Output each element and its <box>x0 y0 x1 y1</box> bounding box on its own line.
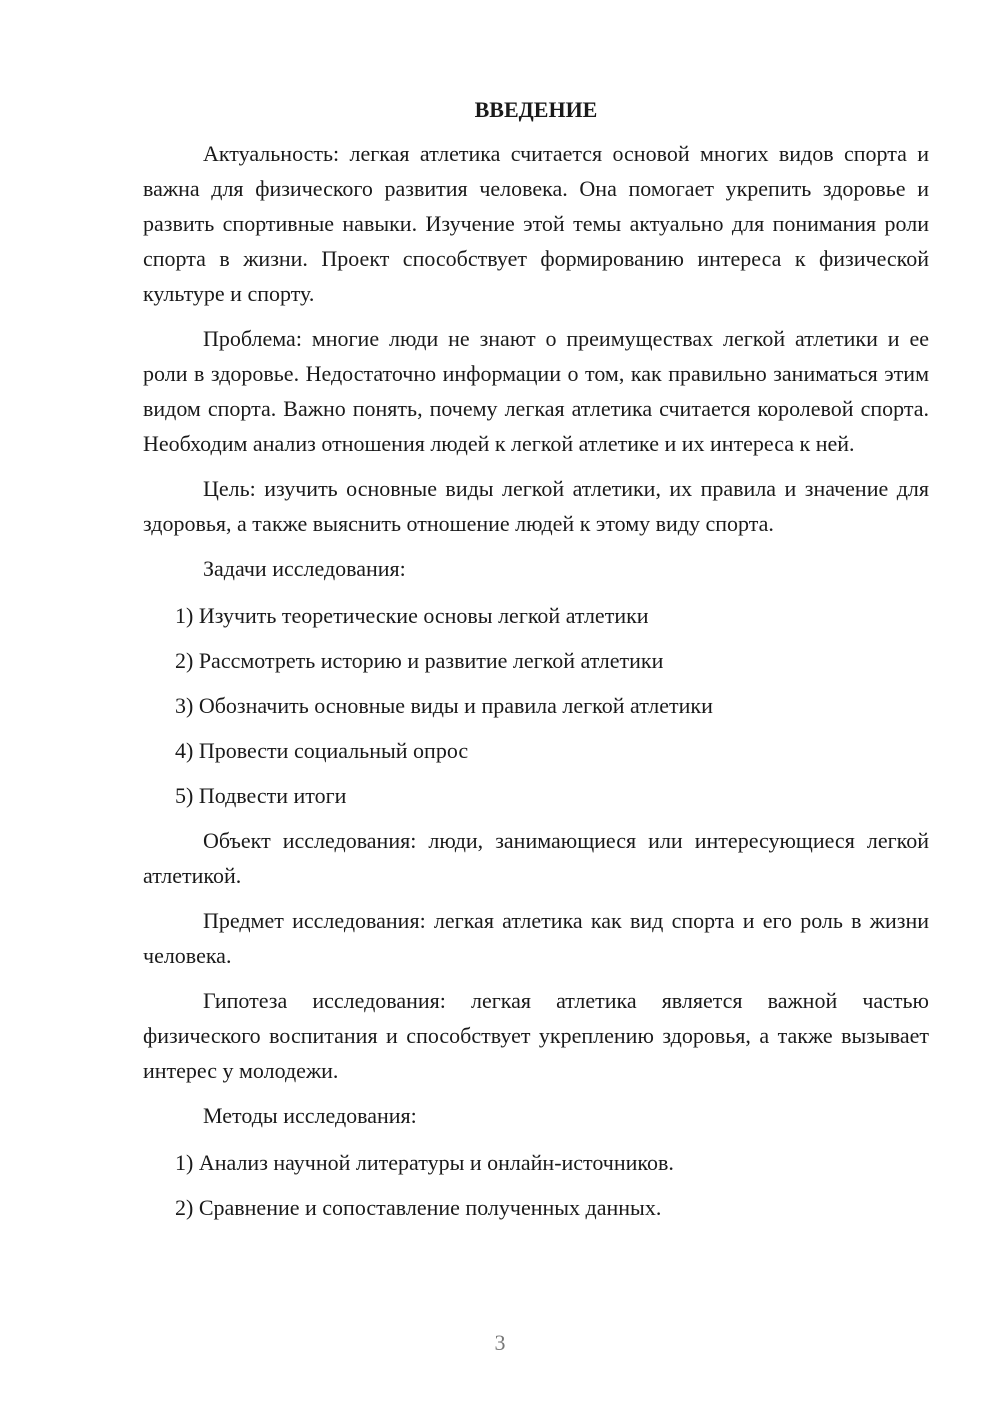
tasks-heading: Задачи исследования: <box>203 556 406 581</box>
goal-paragraph: Цель: изучить основные виды легкой атлетики, их правила и значение для здоровья, а также выяснить отношение людей к этому виду спорта. <box>143 476 929 536</box>
methods-list <box>143 1145 929 1225</box>
list-item: 4) Провести социальный опрос <box>175 738 469 763</box>
list-item: 2) Сравнение и сопоставление полученных данных. <box>175 1195 662 1220</box>
subject-paragraph: Предмет исследования: легкая атлетика как вид спорта и его роль в жизни человека. <box>143 908 929 968</box>
tasks-list <box>143 598 929 813</box>
list-item: 2) Рассмотреть историю и развитие легкой атлетики <box>175 648 664 673</box>
list-item: 3) Обозначить основные виды и правила легкой атлетики <box>175 693 713 718</box>
document-page <box>143 94 929 1235</box>
methods-heading: Методы исследования: <box>203 1103 417 1128</box>
problem-paragraph: Проблема: многие люди не знают о преимуществах легкой атлетики и ее роли в здоровье. Недостаточно информации о том, как правильно заниматься этим видом спорта. Важно понять, почему легкая атлетика считается королевой спорта. Необходим анализ отношения людей к легкой атлетике и их интереса к ней. <box>143 326 929 456</box>
list-item: 5) Подвести итоги <box>175 783 347 808</box>
hypothesis-paragraph: Гипотеза исследования: легкая атлетика является важной частью физического воспитания и способствует укреплению здоровья, а также вызывает интерес у молодежи. <box>143 988 929 1083</box>
list-item: 1) Анализ научной литературы и онлайн-источников. <box>175 1150 674 1175</box>
relevance-paragraph: Актуальность: легкая атлетика считается основой многих видов спорта и важна для физического развития человека. Она помогает укрепить здоровье и развить спортивные навыки. Изучение этой темы актуально для понимания роли спорта в жизни. Проект способствует формированию интереса к физической культуре и спорту. <box>143 141 929 306</box>
list-item: 1) Изучить теоретические основы легкой атлетики <box>175 603 649 628</box>
page-number: 3 <box>494 1330 506 1355</box>
object-paragraph: Объект исследования: люди, занимающиеся или интересующиеся легкой атлетикой. <box>143 828 929 888</box>
section-heading: ВВЕДЕНИЕ <box>474 97 598 122</box>
